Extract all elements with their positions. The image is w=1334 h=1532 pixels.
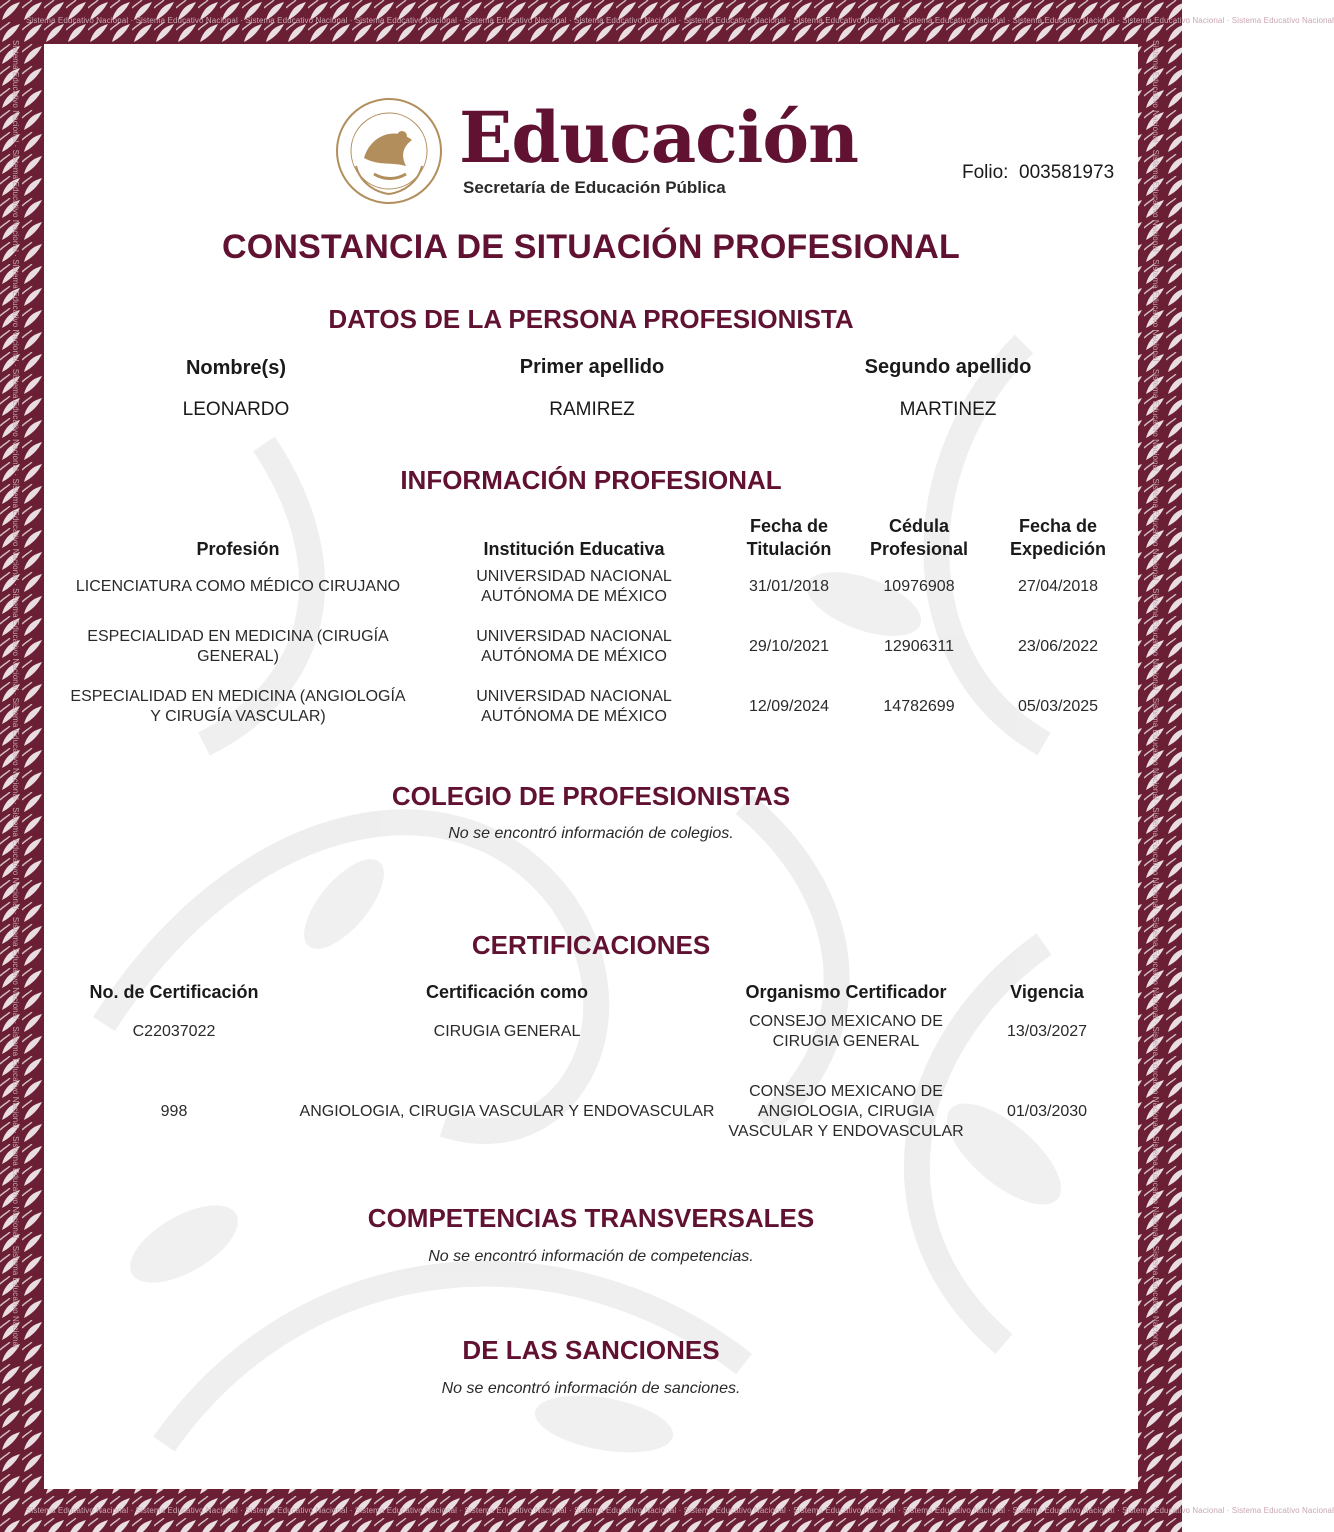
cell-institucion: UNIVERSIDAD NACIONAL AUTÓNOMA DE MÉXICO	[476, 568, 672, 605]
folio-value: 003581973	[1019, 162, 1115, 183]
document-body	[44, 44, 1138, 1489]
value-segundo-apellido: MARTINEZ	[899, 399, 997, 420]
cell-cedula: 14782699	[883, 698, 955, 715]
microtext-left: Sistema Educativo Nacional · Sistema Educativo Nacional · Sistema Educativo Nacional · Sistema Educativo Nacional · Sistema Educativo Nacional · Sistema Educativo Nacional · Sistema Educativo Nacional · Sistema Educativo Nacional · Sistema Educativo Nacional · Sistema Educativo Nacional · Sistema Educativo Nacional · Sistema Educativo Nacional	[11, 40, 20, 1348]
section-heading-competencias: COMPETENCIAS TRANSVERSALES	[367, 1203, 815, 1233]
header-institucion: Institución Educativa	[483, 538, 665, 559]
cell-fecha-titulacion: 31/01/2018	[748, 578, 830, 595]
microtext-top: Sistema Educativo Nacional · Sistema Educativo Nacional · Sistema Educativo Nacional · Sistema Educativo Nacional · Sistema Educativo Nacional · Sistema Educativo Nacional · Sistema Educativo Nacional · Sistema Educativo Nacional · Sistema Educativo Nacional · Sistema Educativo Nacional · Sistema Educativo Nacional · Sistema Educativo Nacional	[26, 16, 1334, 25]
microtext-right: Sistema Educativo Nacional · Sistema Educativo Nacional · Sistema Educativo Nacional · Sistema Educativo Nacional · Sistema Educativo Nacional · Sistema Educativo Nacional · Sistema Educativo Nacional · Sistema Educativo Nacional · Sistema Educativo Nacional · Sistema Educativo Nacional · Sistema Educativo Nacional · Sistema Educativo Nacional	[1151, 40, 1160, 1348]
sanciones-note: No se encontró información de sanciones.	[441, 1380, 741, 1397]
section-heading-sanciones: DE LAS SANCIONES	[462, 1335, 720, 1365]
header-certificacion-como: Certificación como	[425, 981, 589, 1002]
cell-institucion: UNIVERSIDAD NACIONAL AUTÓNOMA DE MÉXICO	[476, 628, 672, 665]
cell-cedula: 10976908	[883, 578, 955, 595]
label-primer-apellido: Primer apellido	[519, 356, 665, 378]
folio	[962, 162, 1114, 184]
folio-label: Folio:	[962, 162, 1009, 183]
microtext-bottom: Sistema Educativo Nacional · Sistema Educativo Nacional · Sistema Educativo Nacional · Sistema Educativo Nacional · Sistema Educativo Nacional · Sistema Educativo Nacional · Sistema Educativo Nacional · Sistema Educativo Nacional · Sistema Educativo Nacional · Sistema Educativo Nacional · Sistema Educativo Nacional · Sistema Educativo Nacional	[26, 1506, 1334, 1515]
cell-profesion: LICENCIATURA COMO MÉDICO CIRUJANO	[75, 578, 401, 595]
header-fecha-expedicion: Fecha de Expedición	[1009, 516, 1107, 559]
header-profesion: Profesión	[196, 538, 280, 559]
cell-profesion: ESPECIALIDAD EN MEDICINA (CIRUGÍA GENERAL)	[87, 628, 389, 665]
cell-organismo: CONSEJO MEXICANO DE CIRUGIA GENERAL	[749, 1013, 943, 1050]
header-organismo: Organismo Certificador	[745, 981, 947, 1002]
cell-certificacion-como: ANGIOLOGIA, CIRUGIA VASCULAR Y ENDOVASCULAR	[299, 1103, 715, 1120]
cell-vigencia: 13/03/2027	[1006, 1023, 1088, 1040]
cell-institucion: UNIVERSIDAD NACIONAL AUTÓNOMA DE MÉXICO	[476, 688, 672, 725]
header-fecha-titulacion: Fecha de Titulación	[746, 516, 832, 559]
mexico-seal-icon	[334, 96, 444, 206]
header-vigencia: Vigencia	[1010, 981, 1084, 1002]
brand-subtitle: Secretaría de Educación Pública	[463, 178, 726, 197]
cell-fecha-expedicion: 23/06/2022	[1017, 638, 1099, 655]
cell-cedula: 12906311	[884, 638, 954, 655]
value-nombres: LEONARDO	[182, 399, 290, 420]
brand-title: Educación	[459, 96, 858, 179]
cell-certificacion-como: CIRUGIA GENERAL	[433, 1023, 581, 1040]
cell-no-certificacion: 998	[160, 1103, 188, 1120]
document-title: CONSTANCIA DE SITUACIÓN PROFESIONAL	[221, 228, 961, 266]
cell-profesion: ESPECIALIDAD EN MEDICINA (ANGIOLOGÍA Y CIRUGÍA VASCULAR)	[70, 688, 406, 725]
value-primer-apellido: RAMIREZ	[549, 399, 635, 420]
cell-fecha-expedicion: 27/04/2018	[1017, 578, 1099, 595]
section-heading-profesional: INFORMACIÓN PROFESIONAL	[400, 465, 782, 495]
cell-vigencia: 01/03/2030	[1006, 1103, 1088, 1120]
competencias-note: No se encontró información de competencias.	[428, 1248, 754, 1265]
label-segundo-apellido: Segundo apellido	[864, 356, 1032, 378]
cell-no-certificacion: C22037022	[132, 1023, 216, 1040]
colegio-note: No se encontró información de colegios.	[448, 825, 734, 842]
cell-fecha-titulacion: 29/10/2021	[748, 638, 830, 655]
section-heading-certificaciones: CERTIFICACIONES	[471, 930, 711, 960]
header-cedula: Cédula Profesional	[869, 516, 969, 559]
section-heading-colegio: COLEGIO DE PROFESIONISTAS	[391, 781, 791, 811]
cell-fecha-titulacion: 12/09/2024	[748, 698, 830, 715]
label-nombres: Nombre(s)	[185, 357, 286, 379]
cell-fecha-expedicion: 05/03/2025	[1017, 698, 1099, 715]
cell-organismo: CONSEJO MEXICANO DE ANGIOLOGIA, CIRUGIA VASCULAR Y ENDOVASCULAR	[728, 1083, 964, 1140]
header-no-certificacion: No. de Certificación	[89, 981, 259, 1002]
section-heading-persona: DATOS DE LA PERSONA PROFESIONISTA	[328, 304, 854, 334]
